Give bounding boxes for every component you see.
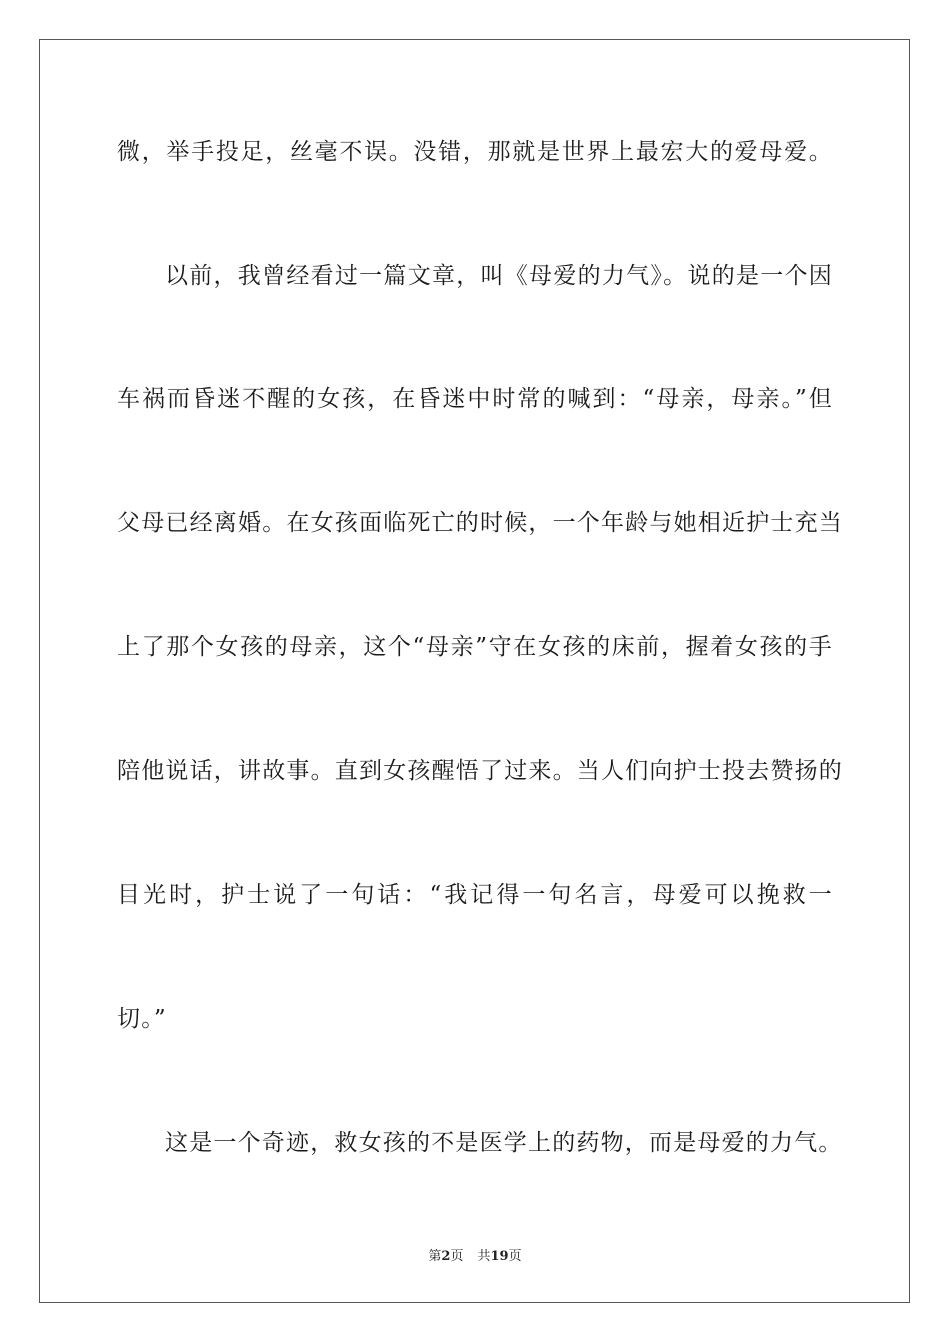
footer-total-pages: 19 xyxy=(490,1249,509,1264)
paragraph-line: 父母已经离婚。在女孩面临死亡的时候，一个年龄与她相近护士充当 xyxy=(117,510,843,536)
paragraph-line: 微，举手投足，丝毫不误。没错，那就是世界上最宏大的爱母爱。 xyxy=(117,139,833,165)
paragraph-line: 目光时，护士说了一句话：“我记得一句名言，母爱可以挽救一 xyxy=(117,882,833,908)
paragraph-line: 这是一个奇迹，救女孩的不是医学上的药物，而是母爱的力气。 xyxy=(165,1130,843,1156)
page-footer xyxy=(0,1248,950,1266)
paragraph-line: 以前，我曾经看过一篇文章，叫《母爱的力气》。说的是一个因 xyxy=(165,263,833,289)
paragraph-line: 陪他说话，讲故事。直到女孩醒悟了过来。当人们向护士投去赞扬的 xyxy=(117,758,843,784)
footer-page-number: 2 xyxy=(441,1249,451,1264)
footer-page-prefix: 第 xyxy=(428,1249,442,1264)
paragraph-line: 车祸而昏迷不醒的女孩，在昏迷中时常的喊到：“母亲，母亲。”但 xyxy=(117,386,833,412)
page-border xyxy=(39,39,910,1303)
paragraph-line: 切。” xyxy=(117,1006,167,1032)
paragraph-line: 上了那个女孩的母亲，这个“母亲”守在女孩的床前，握着女孩的手 xyxy=(117,634,833,660)
footer-total-suffix: 页 xyxy=(508,1249,522,1264)
footer-page-suffix: 页 xyxy=(450,1249,464,1264)
footer-total-prefix: 共 xyxy=(477,1249,491,1264)
